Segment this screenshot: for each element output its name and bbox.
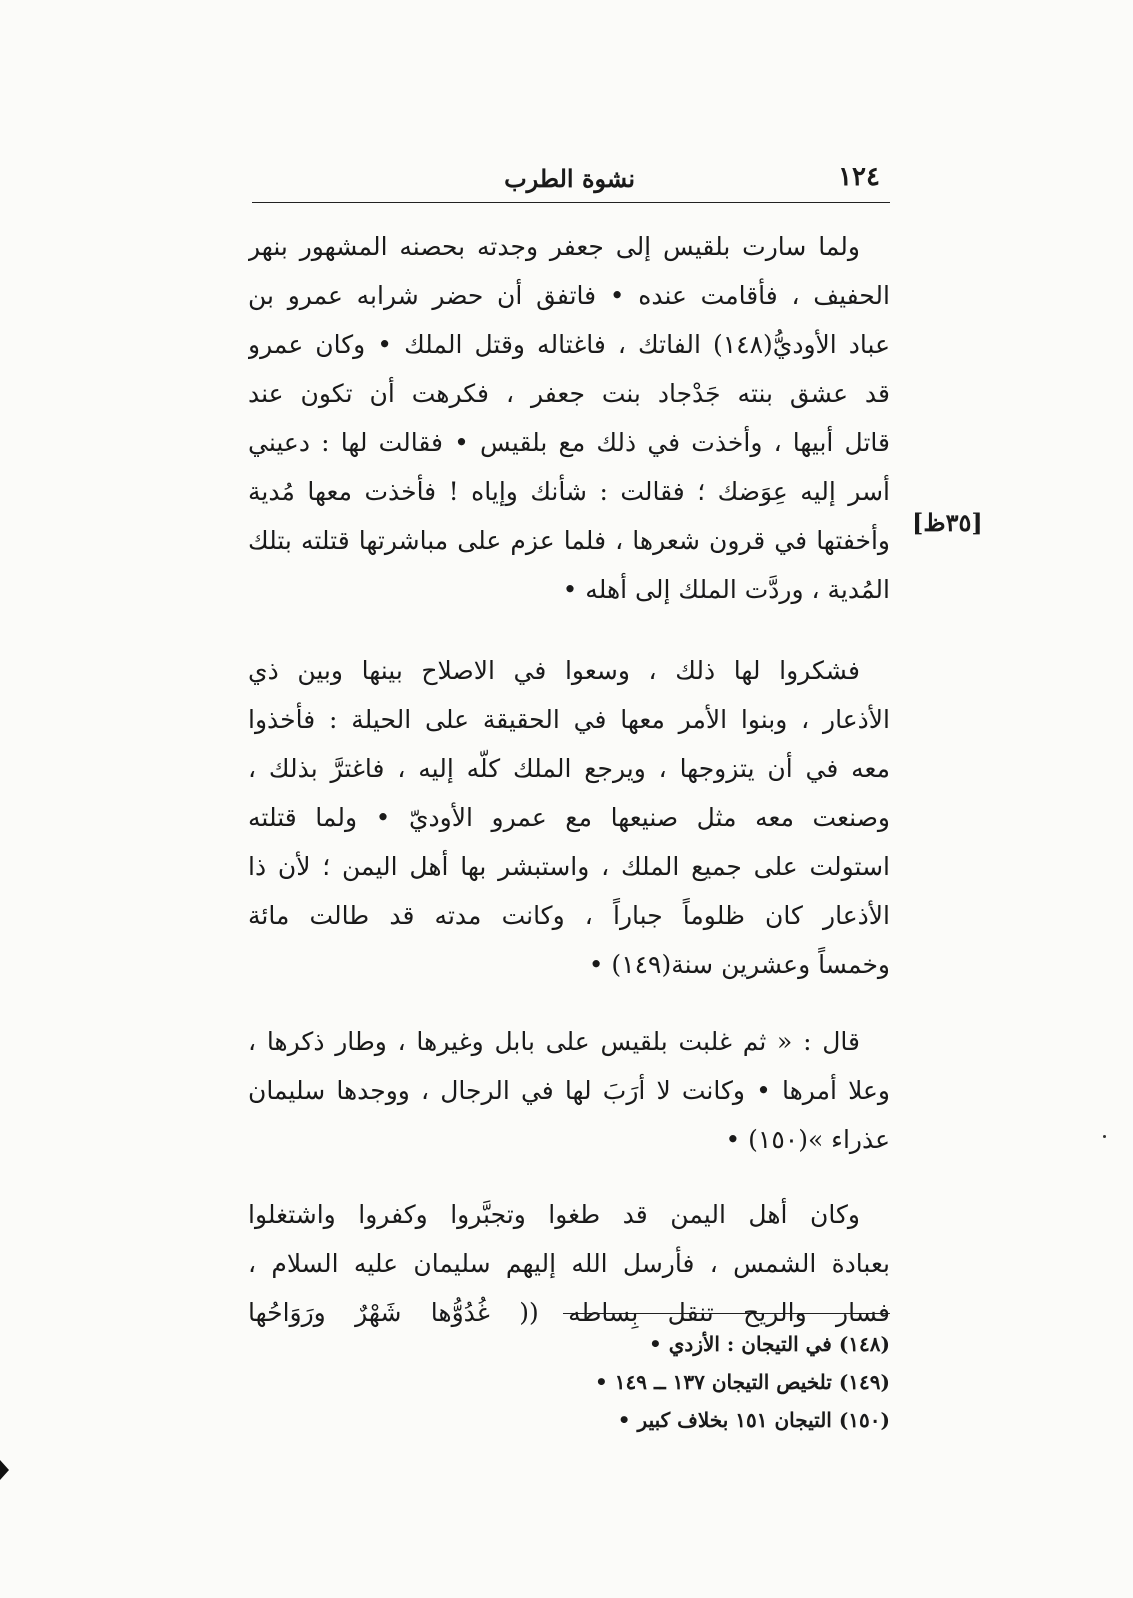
- footnote: (١٤٨) في التيجان : الأزدي •: [649, 1332, 890, 1356]
- text-line: عباد الأوديُّ(١٤٨) الفاتك ، فاغتاله وقتل الملك • وكان عمرو: [248, 330, 890, 359]
- text-line: بعبادة الشمس ، فأرسل الله إليهم سليمان عليه السلام ،: [248, 1249, 890, 1278]
- text-line: استولت على جميع الملك ، واستبشر بها أهل اليمن ؛ لأن ذا: [248, 852, 890, 881]
- text-line: قد عشق بنته جَدْجاد بنت جعفر ، فكرهت أن تكون عند: [248, 379, 890, 408]
- text-line: عذراء »(١٥٠) •: [725, 1125, 890, 1154]
- page-number: ١٢٤: [838, 162, 880, 192]
- scan-speck: [1103, 1135, 1106, 1138]
- text-line: الحفيف ، فأقامت عنده • فاتفق أن حضر شرابه عمرو بن: [248, 281, 890, 310]
- text-line: أسر إليه عِوَضك ؛ فقالت : شأنك وإياه ! فأخذت معها مُدية: [248, 477, 890, 506]
- text-line: قاتل أبيها ، وأخذت في ذلك مع بلقيس • فقالت لها : دعيني: [248, 428, 890, 457]
- text-line: معه في أن يتزوجها ، ويرجع الملك كلّه إليه ، فاغترَّ بذلك ،: [248, 754, 890, 783]
- footnote: (١٤٩) تلخيص التيجان ١٣٧ ــ ١٤٩ •: [595, 1370, 890, 1394]
- footnote-separator: [563, 1313, 890, 1314]
- text-line: ولما سارت بلقيس إلى جعفر وجدته بحصنه المشهور بنهر: [248, 232, 860, 261]
- manuscript-folio-marker: [٣٥ظ]: [912, 508, 983, 537]
- text-line: وخمساً وعشرين سنة(١٤٩) •: [588, 950, 890, 979]
- paragraph: [248, 222, 890, 614]
- paragraph: [248, 1190, 890, 1337]
- text-line: وصنعت معه مثل صنيعها مع عمرو الأوديّ • ولما قتلته: [248, 803, 890, 832]
- text-line: قال : « ثم غلبت بلقيس على بابل وغيرها ، وطار ذكرها ،: [248, 1027, 860, 1056]
- paragraph: [248, 1017, 890, 1164]
- running-title: نشوة الطرب: [504, 164, 635, 193]
- text-line: المُدية ، وردَّت الملك إلى أهله •: [562, 575, 890, 604]
- text-line: فسار والريح تنقل بِساطه (( غُدُوُّها شَهْرٌ ورَوَاحُها: [248, 1298, 890, 1327]
- scan-edge-mark: [0, 1460, 9, 1480]
- text-line: وعلا أمرها • وكانت لا أرَبَ لها في الرجال ، ووجدها سليمان: [248, 1076, 890, 1105]
- footnote: (١٥٠) التيجان ١٥١ بخلاف كبير •: [617, 1408, 890, 1432]
- text-line: الأذعار كان ظلوماً جباراً ، وكانت مدته قد طالت مائة: [248, 901, 890, 930]
- body-text: [248, 222, 890, 1337]
- page-header: [252, 160, 890, 203]
- text-line: فشكروا لها ذلك ، وسعوا في الاصلاح بينها وبين ذي: [248, 656, 860, 685]
- paragraph: [248, 646, 890, 989]
- text-line: الأذعار ، وبنوا الأمر معها في الحقيقة على الحيلة : فأخذوا: [248, 705, 890, 734]
- footnotes: [450, 1325, 890, 1439]
- text-line: وكان أهل اليمن قد طغوا وتجبَّروا وكفروا واشتغلوا: [248, 1200, 860, 1229]
- text-line: وأخفتها في قرون شعرها ، فلما عزم على مباشرتها قتلته بتلك: [248, 526, 890, 555]
